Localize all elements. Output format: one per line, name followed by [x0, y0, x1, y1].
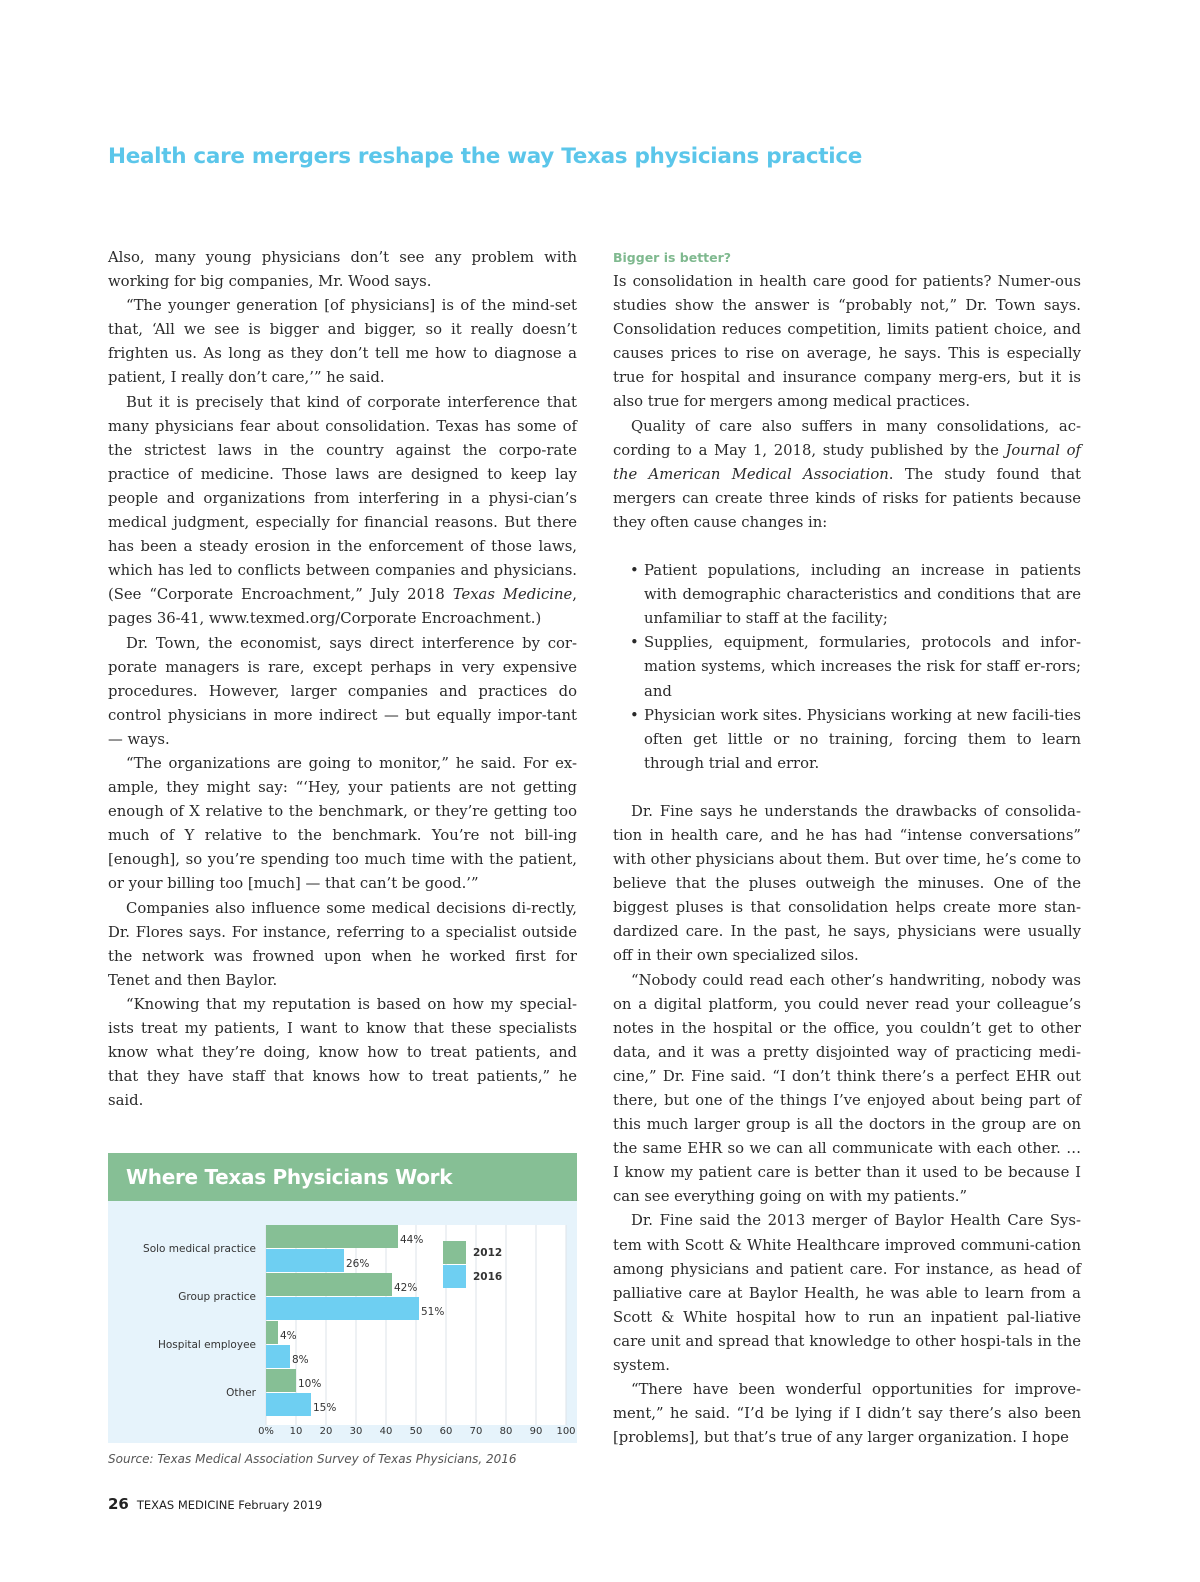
body-paragraph: Dr. Town, the economist, says direct interference by cor-porate managers is rare, except perhaps in very expensive procedures. However, larger companies and practices do control physicians in more indirect — but equally impor-tant — ways.	[108, 634, 577, 748]
body-paragraph: “Knowing that my reputation is based on how my special-ists treat my patients, I want to know that these specialists know what they’re doing, know how to treat patients, and that they have staff that knows how to treat patients,” he said.	[108, 995, 577, 1110]
category-label: Hospital employee	[157, 1339, 256, 1351]
bar	[266, 1345, 290, 1368]
body-paragraph: Dr. Fine says he understands the drawbacks of consolida-tion in health care, and he has had “intense conversations” with other physicians about them. But over time, he’s come to believe that the pluses outweigh the minuses. One of the biggest pluses is that consolidation helps create more stan-dardized care. In the past, he says, physicians were usually off in their own specialized silos.	[613, 802, 1081, 965]
x-tick-label: 20	[319, 1426, 333, 1437]
bar-chart	[108, 1153, 577, 1443]
category-label: Group practice	[178, 1291, 256, 1303]
x-tick-label: 0%	[258, 1426, 274, 1437]
x-tick-label: 90	[529, 1426, 543, 1437]
list-item	[613, 559, 1081, 631]
data-label: 15%	[313, 1402, 337, 1414]
x-tick-label: 10	[289, 1426, 303, 1437]
x-tick-label: 100	[556, 1426, 576, 1437]
chart-title: Where Texas Physicians Work	[108, 1153, 577, 1201]
bar	[266, 1225, 398, 1248]
legend-swatch	[443, 1265, 466, 1288]
x-tick-label: 60	[439, 1426, 453, 1437]
right-column	[613, 246, 1081, 1450]
paragraph-text: . The study found that mergers can create three kinds of risks for patients because they often cause changes in:	[613, 465, 1081, 531]
page-title: Health care mergers reshape the way Texas physicians practice	[108, 144, 863, 169]
body-paragraph	[613, 415, 1081, 535]
x-tick-label: 80	[499, 1426, 513, 1437]
section-subhead: Bigger is better?	[613, 250, 732, 265]
list-item-text: Patient populations, including an increase in patients with demographic characteristics and conditions that are unfamiliar to staff at the facility;	[644, 562, 1081, 628]
paragraph-text: , pages 36-41, www.texmed.org/Corporate Encroachment.)	[108, 586, 578, 628]
data-label: 44%	[400, 1234, 424, 1246]
data-label: 51%	[421, 1306, 445, 1318]
page-number: 26	[108, 1495, 129, 1513]
bar	[266, 1273, 392, 1296]
list-item	[613, 704, 1081, 776]
legend-label: 2016	[473, 1271, 503, 1283]
list-item-text: Supplies, equipment, formularies, protocols and infor-mation systems, which increases the risk for staff er-rors; and	[644, 634, 1081, 700]
data-label: 8%	[292, 1354, 309, 1366]
data-label: 42%	[394, 1282, 418, 1294]
left-column	[108, 246, 577, 1113]
body-paragraph	[108, 391, 577, 632]
list-item-text: Physician work sites. Physicians working at new facili-ties often get little or no training, forcing them to learn through trial and error.	[644, 706, 1081, 772]
body-paragraph: “Nobody could read each other’s handwriting, nobody was on a digital platform, you could never read your colleague’s notes in the hospital or the office, you couldn’t get to other data, and it was a pretty disjointed way of practicing medi-cine,” Dr. Fine said. “I don’t think there’s a perfect EHR out there, but one of the things I’ve enjoyed about being part of this much larger group is all the doctors in the group are on the same EHR so we can all communicate with each other. … I know my patient care is better than it used to be because I can see everything going on with my patients.”	[613, 971, 1081, 1206]
x-tick-label: 70	[469, 1426, 483, 1437]
bullet-symbol: •	[630, 706, 639, 724]
bar	[266, 1369, 296, 1392]
list-item	[613, 631, 1081, 703]
page-footer	[108, 1495, 322, 1513]
bullet-symbol: •	[630, 634, 639, 652]
legend-label: 2012	[473, 1247, 503, 1259]
chart-plot	[108, 1201, 577, 1443]
x-tick-label: 50	[409, 1426, 423, 1437]
body-paragraph: “The younger generation [of physicians] is of the mind-set that, ‘All we see is bigger and bigger, so it really doesn’t frighten us. As long as they don’t tell me how to diagnose a patient, I really don’t care,’” he said.	[108, 297, 577, 387]
publication-name: Texas Medicine	[452, 586, 573, 604]
body-paragraph: Is consolidation in health care good for patients? Numer-ous studies show the answer is “probably not,” Dr. Town says. Consolidation reduces competition, limits patient choice, and causes prices to rise on average, he says. This is especially true for hospital and insurance company merg-ers, but it is also true for mergers among medical practices.	[613, 273, 1081, 411]
body-paragraph: “There have been wonderful opportunities for improve-ment,” he said. “I’d be lying if I didn’t say there’s also been [problems], but that’s true of any larger organization. I hope	[613, 1381, 1081, 1447]
data-label: 10%	[298, 1378, 322, 1390]
data-label: 4%	[280, 1330, 297, 1342]
body-paragraph: “The organizations are going to monitor,” he said. For ex-ample, they might say: “‘Hey, your patients are not getting enough of X relative to the benchmark, or they’re getting too much of Y relative to the benchmark. You’re not bill-ing [enough], so you’re spending too much time with the patient, or your billing too [much] — that can’t be good.’”	[108, 754, 577, 893]
body-paragraph: Companies also influence some medical decisions di-rectly, Dr. Flores says. For instance, referring to a specialist outside the network was frowned upon when he worked first for Tenet and then Baylor.	[108, 899, 577, 989]
paragraph-text: But it is precisely that kind of corporate interference that many physicians fear about consolidation. Texas has some of the strictest laws in the country against the corpo-rate practice of medicine. Those laws are designed to keep lay people and organizations from interfering in a physi-cian’s medical judgment, especially for financial reasons. But there has been a steady erosion in the enforcement of those laws, which has led to conflicts between companies and physicians. (See “Corporate Encroachment,” July 2018	[108, 393, 577, 604]
bar	[266, 1297, 419, 1320]
bar	[266, 1249, 344, 1272]
data-label: 26%	[346, 1258, 370, 1270]
issue-date: February 2019	[238, 1498, 323, 1512]
body-paragraph: Also, many young physicians don’t see any problem with working for big companies, Mr. Wood says.	[108, 249, 577, 291]
x-tick-label: 40	[379, 1426, 393, 1437]
legend-swatch	[443, 1241, 466, 1264]
category-label: Solo medical practice	[143, 1243, 256, 1255]
paragraph-text: Quality of care also suffers in many consolidations, ac-cording to a May 1, 2018, study published by the	[613, 417, 1081, 459]
chart-source: Source: Texas Medical Association Survey of Texas Physicians, 2016	[108, 1452, 517, 1466]
publication-title: TEXAS MEDICINE	[136, 1498, 235, 1512]
publication-name: Journal of the American Medical Association	[613, 441, 1081, 483]
bar	[266, 1321, 278, 1344]
x-tick-label: 30	[349, 1426, 363, 1437]
body-paragraph: Dr. Fine said the 2013 merger of Baylor Health Care Sys-tem with Scott & White Healthcare improved communi-cation among physicians and patient care. For instance, as head of palliative care at Baylor Health, he was able to learn from a Scott & White hospital how to run an inpatient pal-liative care unit and spread that knowledge to other hospi-tals in the system.	[613, 1212, 1081, 1375]
bullet-symbol: •	[630, 562, 639, 580]
category-label: Other	[226, 1387, 256, 1399]
bar	[266, 1393, 311, 1416]
bullet-list	[613, 559, 1081, 776]
